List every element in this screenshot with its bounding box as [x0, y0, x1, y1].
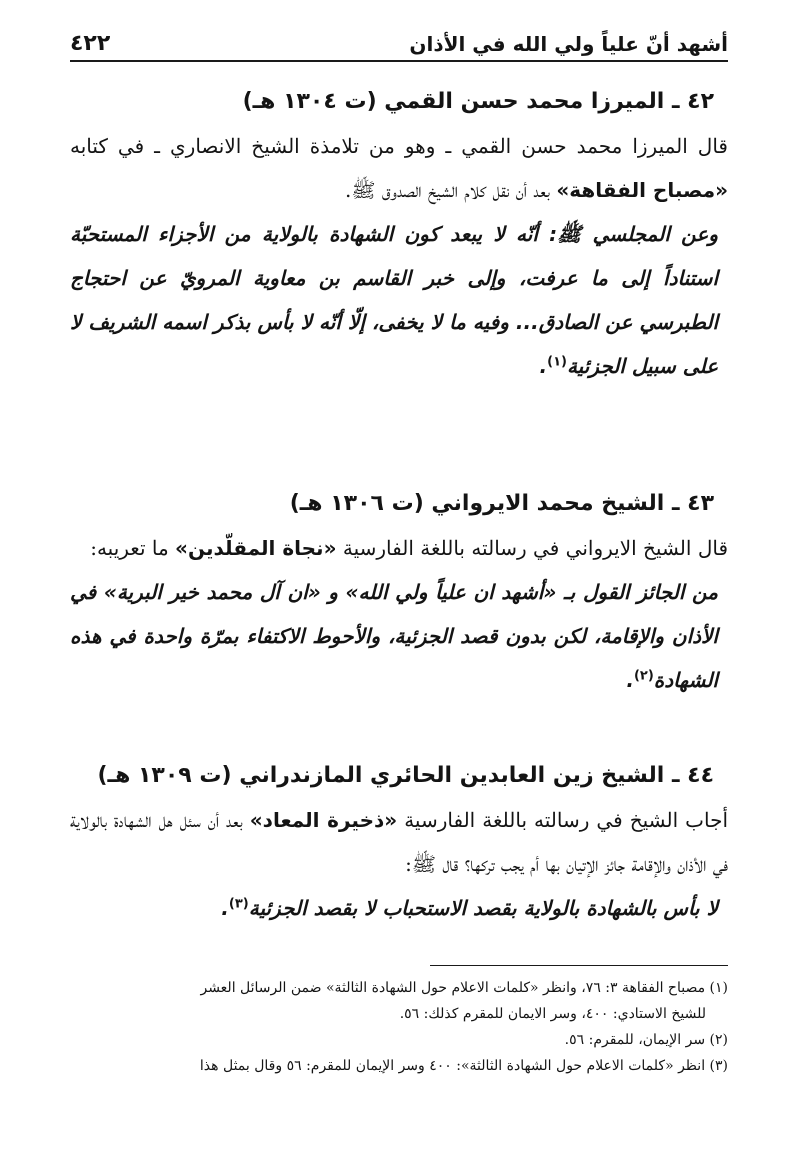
footnote-divider — [430, 965, 728, 966]
section-intro: قال الميرزا محمد حسن القمي ـ وهو من تلامذة الشيخ الانصاري ـ في كتابه «مصباح الفقاهة» بعد أن نقل كلام الشيخ الصدوق ﷺ. — [70, 134, 728, 202]
footnote-1-continuation: للشيخ الاستادي: ٤٠٠، وسر الايمان للمقرم كذلك: ٥٦. — [399, 1006, 706, 1022]
section-heading: ٤٤ ـ الشيخ زين العابدين الحائري المازندراني (ت ١٣٠٩ هـ) — [97, 763, 714, 788]
footnote-3: (٣) انظر «كلمات الاعلام حول الشهادة الثالثة»: ٤٠٠ وسر الإيمان للمقرم: ٥٦ وقال بمثل هذا — [199, 1058, 728, 1074]
section-42 — [70, 80, 728, 388]
footnote-ref[interactable]: (٢) — [633, 668, 654, 684]
footnote-ref[interactable]: (١) — [547, 354, 567, 370]
running-title: أشهد أنّ علياً ولي الله في الأذان — [409, 32, 728, 56]
book-title: «نجاة المقلّدين» — [175, 536, 337, 560]
footnote-ref[interactable]: (٣) — [228, 896, 249, 912]
section-heading: ٤٣ ـ الشيخ محمد الايرواني (ت ١٣٠٦ هـ) — [289, 491, 714, 516]
footnotes — [70, 975, 728, 1079]
book-title: «ذخيرة المعاد» — [249, 808, 398, 832]
page-number: ٤٢٢ — [70, 31, 111, 56]
section-43 — [70, 482, 728, 702]
footnote-2: (٢) سر الإيمان، للمقرم: ٥٦. — [564, 1032, 728, 1048]
quoted-passage: وعن المجلسي ﷺ: أنّه لا يبعد كون الشهادة بالولاية من الأجزاء المستحبّة استناداً إلى ما عرفت، وإلى خبر القاسم بن معاوية المرويّ عن احتجاج الطبرسي عن الصادق... وفيه ما لا يخفى، إلّا أنّه لا بأس بذكر اسمه الشريف لا على سبيل الجزئية$^{(١)}$. — [70, 222, 719, 378]
footnote-1: (١) مصباح الفقاهة ٣: ٧٦، وانظر «كلمات الاعلام حول الشهادة الثالثة» ضمن الرسائل العشر — [200, 980, 728, 996]
section-heading: ٤٢ ـ الميرزا محمد حسن القمي (ت ١٣٠٤ هـ) — [242, 89, 714, 114]
section-44 — [70, 754, 728, 930]
page-header — [70, 24, 728, 62]
section-intro: قال الشيخ الايرواني في رسالته باللغة الفارسية «نجاة المقلّدين» ما تعريبه: — [90, 536, 728, 560]
book-title: «مصباح الفقاهة» — [556, 178, 728, 202]
quoted-passage: لا بأس بالشهادة بالولاية بقصد الاستحباب لا بقصد الجزئية$^{(٣)}$. — [221, 896, 718, 920]
quoted-passage: من الجائز القول بـ «أشهد ان علياً ولي الله» و «ان آل محمد خير البرية» في الأذان والإقامة، لكن بدون قصد الجزئية، والأحوط الاكتفاء بمرّة واحدة في هذه الشهادة$^{(٢)}$. — [70, 580, 718, 692]
section-intro: أجاب الشيخ في رسالته باللغة الفارسية «ذخيرة المعاد» بعد أن سئل هل الشهادة بالولاية في الأذان والإقامة جائز الإتيان بها أم يجب تركها؟ قال ﷺ: — [70, 808, 729, 876]
